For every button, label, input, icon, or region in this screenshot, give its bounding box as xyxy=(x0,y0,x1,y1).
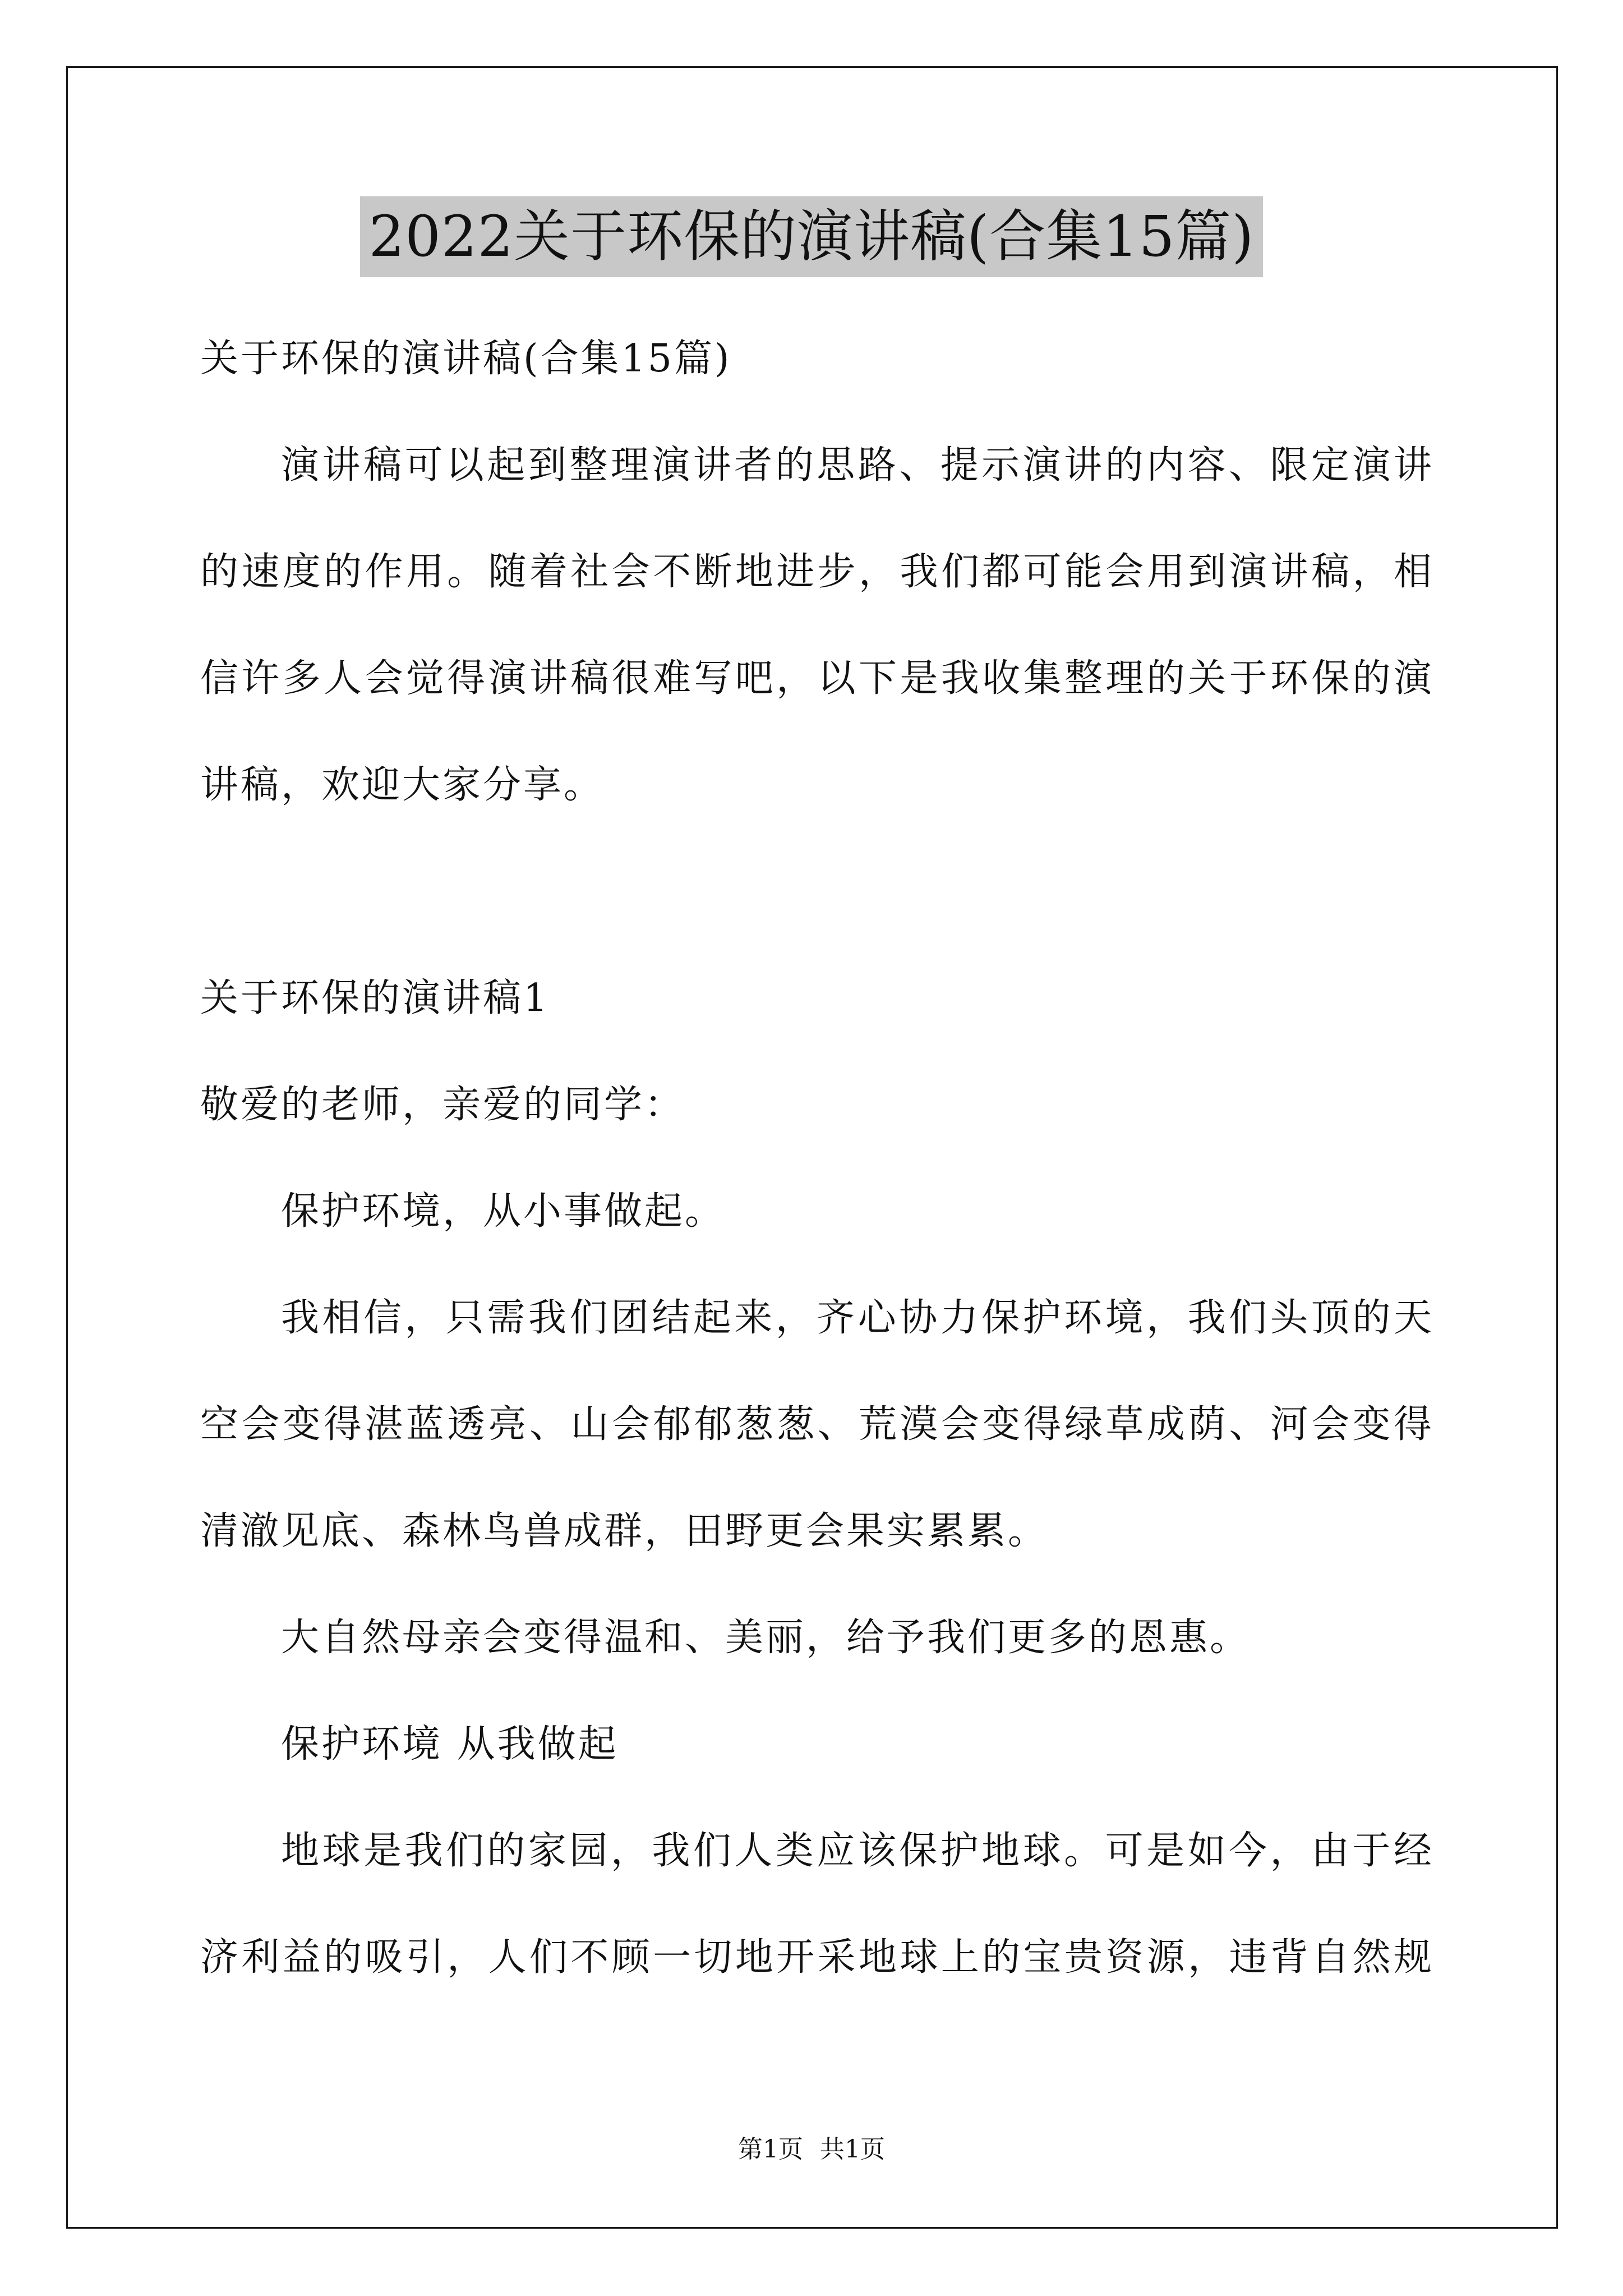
salutation: 敬爱的老师，亲爱的同学： xyxy=(200,1083,685,1127)
paragraph-1: 保护环境，从小事做起。 xyxy=(281,1189,726,1234)
paragraph-4: 保护环境 从我做起 xyxy=(281,1722,619,1766)
paragraph-3: 大自然母亲会变得温和、美丽，给予我们更多的恩惠。 xyxy=(281,1616,1251,1660)
paragraph-2-line-1: 我相信，只需我们团结起来，齐心协力保护环境，我们头顶的天 xyxy=(281,1296,1434,1340)
paragraph-5-line-1: 地球是我们的家园，我们人类应该保护地球。可是如今，由于经 xyxy=(281,1829,1434,1873)
section-heading: 关于环保的演讲稿1 xyxy=(200,976,550,1020)
intro-line-3: 信许多人会觉得演讲稿很难写吧，以下是我收集整理的关于环保的演 xyxy=(200,656,1434,701)
paragraph-2-line-3: 清澈见底、森林鸟兽成群，田野更会果实累累。 xyxy=(200,1509,1049,1553)
page-total: 共1页 xyxy=(820,2135,885,2164)
paragraph-5-line-2: 济利益的吸引，人们不顾一切地开采地球上的宝贵资源，违背自然规 xyxy=(200,1935,1434,1980)
page-footer xyxy=(0,2133,1623,2166)
document-subtitle: 关于环保的演讲稿(合集15篇) xyxy=(200,337,732,381)
blank-line xyxy=(200,839,1434,945)
page-number: 第1页 xyxy=(738,2135,803,2164)
title-wrap xyxy=(0,196,1623,277)
document-body xyxy=(200,306,1434,2011)
intro-line-2: 的速度的作用。随着社会不断地进步，我们都可能会用到演讲稿，相 xyxy=(200,550,1434,594)
intro-line-4: 讲稿，欢迎大家分享。 xyxy=(200,763,605,807)
document-title: 2022关于环保的演讲稿(合集15篇) xyxy=(360,196,1264,277)
intro-line-1: 演讲稿可以起到整理演讲者的思路、提示演讲的内容、限定演讲 xyxy=(281,443,1434,487)
paragraph-2-line-2: 空会变得湛蓝透亮、山会郁郁葱葱、荒漠会变得绿草成荫、河会变得 xyxy=(200,1402,1434,1447)
